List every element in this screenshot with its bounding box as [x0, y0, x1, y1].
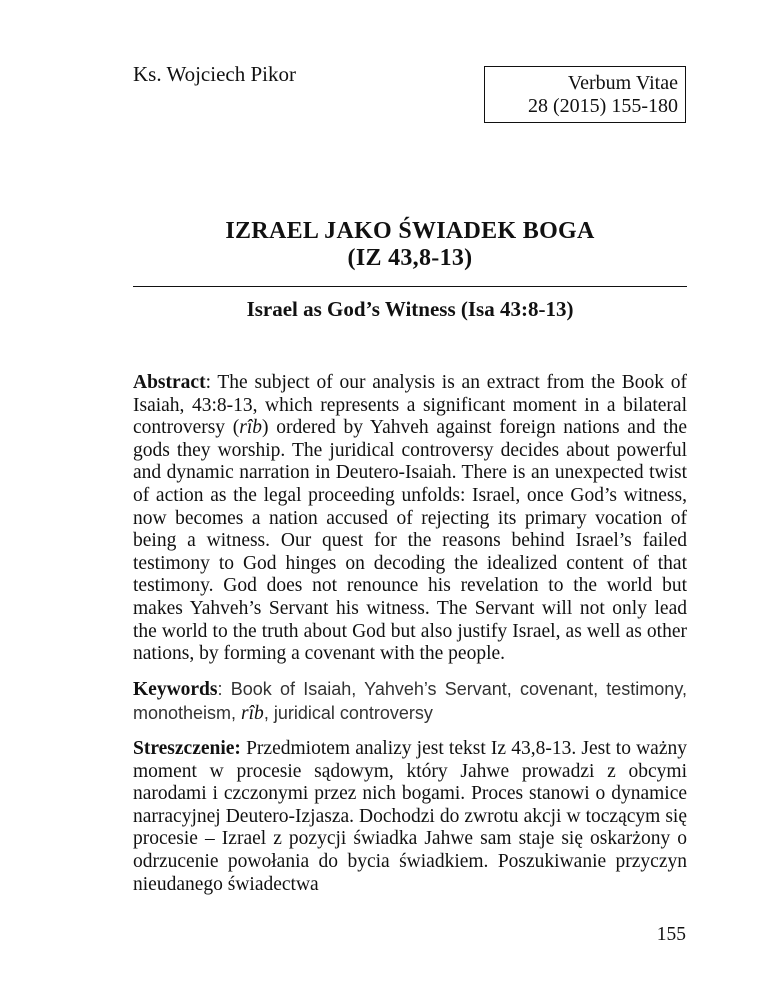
page-number: 155: [656, 924, 686, 945]
streszczenie-label: Streszczenie:: [133, 738, 241, 759]
keywords-label: Keywords: [133, 679, 218, 700]
title-line-1: IZRAEL JAKO ŚWIADEK BOGA: [225, 218, 595, 244]
abstract-italic-term: rîb: [239, 417, 263, 439]
keywords-text-1: : Book of Isaiah, Yahveh’s Servant, covenant, testimony, monotheism,: [133, 679, 687, 723]
abstract-text-2: ) ordered by Yahveh against foreign nations and the gods they worship. The juridical controversy decides about powerful and dynamic narration in Deutero-Isaiah. There is an unexpected twist of action as the legal proceeding unfolds: Israel, once God’s witness, now becomes a nation accused of rejecting its primary vocation of being a witness. Our quest for the reasons behind Israel’s failed testimony to God hinges on decoding the idealized content of that testimony. God does not renounce his revelation to the world but makes Yahveh’s Servant his witness. The Servant will not only lead the world to the truth about God but also justify Israel, as well as other nations, by forming a covenant with the people.: [133, 417, 687, 665]
author-name: Ks. Wojciech Pikor: [133, 62, 296, 86]
journal-citation-box: [484, 66, 686, 123]
english-title: Israel as God’s Witness (Isa 43:8-13): [246, 297, 574, 321]
keywords-text-2: , juridical controversy: [263, 702, 433, 723]
streszczenie-text: Przedmiotem analizy jest tekst Iz 43,8-13. Jest to ważny moment w procesie sądowym, który Jahwe prowadzi z obcymi narodami i czczonymi przez nich bogami. Proces stanowi o dynamice narracyjnej Deutero-Izjasza. Dochodzi do zwrotu akcji w toczącym się procesie – Izrael z pozycji świadka Jahwe sam staje się oskarżony o odrzucenie powołania do bycia świadkiem. Poszukiwanie przyczyn nieudanego świadectwa: [133, 738, 687, 895]
abstract-text-1: : The subject of our analysis is an extract from the Book of Isaiah, 43:8-13, which represents a significant moment in a bilateral controversy (: [133, 372, 687, 439]
abstract-label: Abstract: [133, 372, 206, 393]
streszczenie-paragraph: [133, 738, 687, 896]
keywords-italic-term: rîb: [241, 702, 264, 724]
title-line-2: (IZ 43,8-13): [347, 245, 473, 271]
title-divider: [133, 286, 687, 287]
journal-citation: 28 (2015) 155-180: [528, 95, 678, 117]
journal-name: Verbum Vitae: [567, 72, 678, 94]
article-title: [133, 218, 687, 272]
abstract-paragraph: [133, 372, 687, 666]
keywords-paragraph: [133, 678, 687, 725]
